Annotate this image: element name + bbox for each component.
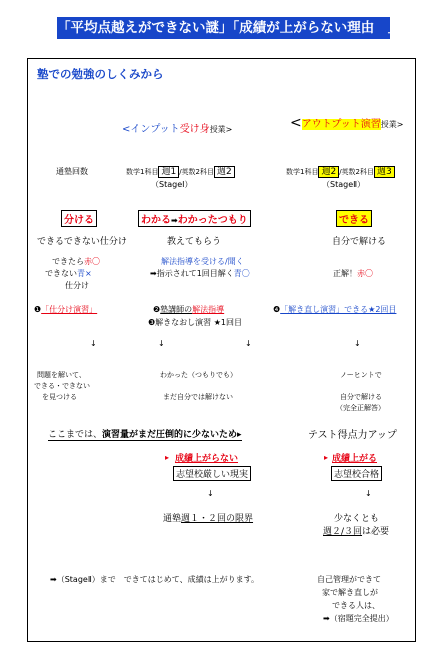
content-frame [27, 58, 416, 642]
least-line2-b: は必要 [362, 527, 390, 537]
summary-right: テスト得点力アップ [308, 430, 397, 441]
input-lesson-highlight: 受け身 [179, 124, 210, 135]
bottom-right-1: 自己管理ができて [317, 575, 381, 584]
output-lesson-heading [290, 115, 403, 131]
no-rise-arrow: ▸ [165, 453, 170, 462]
badge-understand-arrow: ➡ [171, 216, 178, 225]
least-line2 [323, 524, 389, 537]
input-stage: （StageⅠ） [151, 180, 193, 189]
no-rise-sub: 志望校厳しい現実 [173, 466, 251, 481]
col1-line1-mark: 赤〇 [84, 257, 100, 266]
input-lesson-prefix: <インプット [122, 124, 180, 135]
least-line2-a: 週２/３回 [323, 527, 363, 537]
output-visits-week2: 週2 [318, 166, 339, 178]
least-line1: 少なくとも [334, 514, 380, 524]
summary-left-b: 演習量がまだ圧倒的に少ないため [102, 430, 238, 440]
col2-line2-mark: 青〇 [233, 269, 250, 278]
col2-line2-text: ➡指示されて1回目解く [150, 269, 234, 278]
bottom-right-3: できる人は、 [332, 601, 380, 610]
col1-line2 [45, 268, 92, 279]
limit-text-b: 週１・２回の限界 [181, 514, 254, 524]
visits-label: 通塾回数 [56, 167, 88, 176]
col1-line3: 仕分け [65, 281, 89, 290]
col3-result3: （完全正解答） [336, 404, 385, 412]
limit-text [163, 511, 253, 524]
col1-result1: 問題を解いて、 [37, 371, 86, 379]
col2-desc: 教えてもらう [167, 237, 222, 247]
output-visits [286, 164, 395, 177]
col2-result2: まだ自分では解けない [163, 393, 233, 401]
col2-line2 [150, 268, 250, 279]
input-lesson-suffix: 授業> [209, 125, 233, 134]
col2-arrow-b: ↓ [245, 339, 252, 348]
rise-sub: 志望校合格 [331, 466, 382, 481]
col3-result2: 自分で解ける [340, 393, 382, 401]
output-visits-math: 数学1科目 [286, 168, 319, 176]
summary-left-a: ここまでは、 [48, 430, 103, 440]
badge-understand-b: わかったつもり [177, 215, 248, 226]
bottom-left-note: ➡（StageⅡ）まで できてはじめて、成績は上がります。 [50, 575, 259, 584]
step4 [273, 304, 396, 315]
col2-result1: わかった（つもりでも） [160, 371, 237, 379]
col2-arrow-a: ↓ [158, 339, 165, 348]
col1-result3: を見つける [42, 393, 77, 401]
col1-line1-text: できたら [52, 257, 84, 266]
section-heading: 塾での勉強のしくみから [37, 67, 164, 81]
col1-arrow: ↓ [90, 339, 97, 348]
col1-desc: できるできない仕分け [37, 237, 127, 247]
bottom-right-4: ➡（宿題完全提出） [323, 614, 394, 623]
step2-num: ❷ [153, 305, 161, 314]
input-lesson-heading [122, 120, 232, 135]
step1-label: 「仕分け演習」 [41, 305, 98, 314]
output-visits-english: /英数2科目 [339, 168, 375, 176]
col1-line2-mark: 青× [77, 269, 92, 278]
col3-line1-text: 正解！ [333, 269, 357, 278]
badge-can-do: できる [336, 210, 372, 227]
bottom-right-2: 家で解き直しが [322, 588, 378, 597]
output-stage: （StageⅡ） [322, 180, 366, 189]
col1-line2-text: できない [45, 269, 77, 278]
limit-text-a: 通塾 [163, 514, 182, 524]
step1 [34, 304, 97, 315]
col1-result2: できる・できない [34, 382, 90, 390]
badge-sort: 分ける [61, 210, 97, 227]
output-lesson-highlight: アウトプット演習 [301, 119, 381, 130]
step4-label: 「解き直し演習」できる★2回目 [280, 305, 397, 314]
col2-line1: 解法指導を受ける/聞く [161, 257, 244, 266]
col1-line1 [52, 256, 100, 267]
badge-understand [138, 210, 251, 227]
output-visits-week3: 週3 [374, 166, 395, 178]
step4-num: ❹ [273, 305, 281, 314]
rise-label: 成績上がる [332, 454, 378, 464]
col3-result1: ノーヒントで [340, 371, 382, 379]
step2-label-a: 塾講師の [160, 305, 193, 314]
summary-left-arrow: ▸ [237, 430, 242, 440]
input-visits [126, 164, 235, 177]
summary-arrow-right: ↓ [365, 489, 372, 498]
step1-num: ❶ [34, 305, 42, 314]
col3-line1 [333, 268, 373, 279]
input-visits-week2: 週2 [214, 166, 235, 178]
input-visits-english: /英数2科目 [179, 168, 215, 176]
step2 [153, 304, 224, 315]
rise-arrow: ▸ [324, 453, 329, 462]
page-title: 「平均点越えができない謎」「成績が上がらない理由 」 [57, 17, 390, 39]
input-visits-week1: 週1 [158, 166, 179, 178]
badge-understand-a: わかる [141, 215, 171, 226]
col3-arrow: ↓ [354, 339, 361, 348]
input-visits-math: 数学1科目 [126, 168, 159, 176]
output-lesson-prefix: < [290, 115, 302, 131]
col3-line1-mark: 赤〇 [357, 269, 373, 278]
summary-arrow-left: ↓ [207, 489, 214, 498]
summary-left [48, 427, 242, 441]
no-rise-label: 成績上がらない [175, 454, 239, 464]
step3: ❸解きなおし演習 ★1回目 [148, 318, 242, 327]
output-lesson-suffix: 授業> [380, 120, 404, 129]
col3-desc: 自分で解ける [332, 237, 387, 247]
step2-label-b: 解法指導 [192, 305, 225, 314]
